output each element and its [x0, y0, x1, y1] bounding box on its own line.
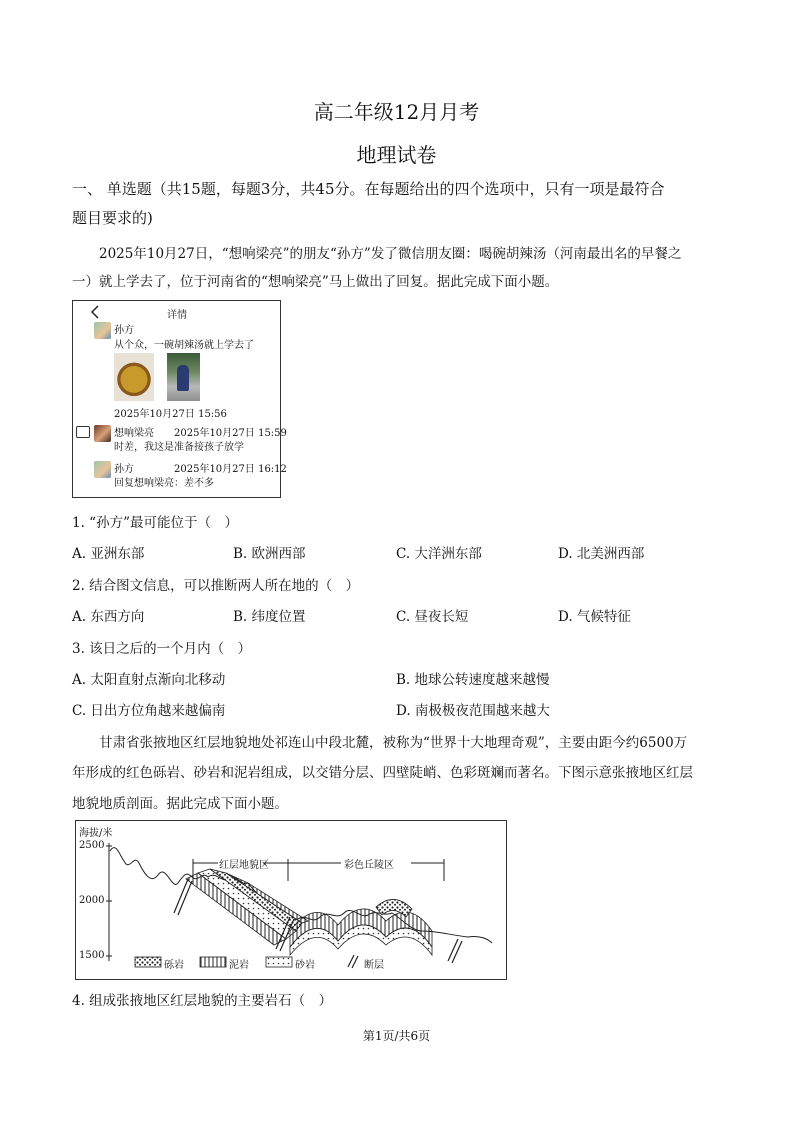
section-drawing [76, 821, 506, 979]
y-tick-1500: 1500 [79, 950, 105, 961]
comment2-name: 孙方 [114, 464, 134, 475]
passage2-line1: 甘肃省张掖地区红层地貌地处祁连山中段北麓，被称为“世界十大地理奇观”，主要由距今约6500万 [99, 735, 688, 751]
section-heading-line2: 题目要求的) [72, 209, 153, 227]
question-1: 1. “孙方”最可能位于（ ） [72, 515, 238, 531]
y-tick-2500: 2500 [79, 840, 105, 851]
avatar [94, 322, 111, 339]
soup-photo [114, 353, 154, 401]
comment2-text: 回复想响梁亮：差不多 [114, 478, 214, 489]
q3-option-b[interactable]: B. 地球公转速度越来越慢 [396, 672, 550, 688]
q1-option-a[interactable]: A. 亚洲东部 [72, 546, 145, 562]
legend-conglomerate: 砾岩 [164, 960, 184, 971]
student-figure [177, 365, 189, 391]
question-2: 2. 结合图文信息，可以推断两人所在地的（ ） [72, 578, 360, 594]
avatar [94, 461, 111, 478]
y-axis-label: 海拔/米 [79, 828, 113, 839]
geologic-section-figure [75, 820, 507, 980]
comment1-text: 时差，我这是准备接孩子放学 [114, 442, 244, 453]
comment2-time: 2025年10月27日 16:12 [174, 464, 287, 475]
section-heading-line1: 一、 单选题（共15题，每题3分，共45分。在每题给出的四个选项中，只有一项是最符合 [72, 180, 665, 198]
q3-option-d[interactable]: D. 南极极夜范围越来越大 [396, 703, 550, 719]
passage2-line2: 年形成的红色砾岩、砂岩和泥岩组成，以交错分层、四壁陡峭、色彩斑斓而著名。下图示意张掖地区红层 [72, 765, 693, 781]
region-label-colorful-hills: 彩色丘陵区 [344, 860, 394, 871]
q1-option-b[interactable]: B. 欧洲西部 [233, 546, 306, 562]
page-number: 第1页/共6页 [362, 1029, 431, 1043]
legend-sandstone: 砂岩 [295, 960, 315, 971]
q2-option-d[interactable]: D. 气候特征 [558, 609, 631, 625]
subject-title: 地理试卷 [356, 143, 437, 167]
question-4: 4. 组成张掖地区红层地貌的主要岩石（ ） [72, 993, 333, 1009]
region-label-red-layer: 红层地貌区 [219, 860, 269, 871]
q3-option-c[interactable]: C. 日出方位角越来越偏南 [72, 703, 226, 719]
legend-fault: 断层 [364, 960, 384, 971]
comment1-name: 想响梁亮 [114, 428, 154, 439]
q1-option-d[interactable]: D. 北美洲西部 [558, 546, 645, 562]
q1-option-c[interactable]: C. 大洋洲东部 [396, 546, 482, 562]
comment1-time: 2025年10月27日 15:59 [174, 428, 287, 439]
wechat-header: 详情 [167, 310, 187, 321]
wechat-moments-figure [72, 300, 287, 498]
y-tick-2000: 2000 [79, 895, 105, 906]
avatar [94, 425, 111, 442]
q2-option-b[interactable]: B. 纬度位置 [233, 609, 306, 625]
post-author: 孙方 [114, 325, 134, 336]
question-3: 3. 该日之后的一个月内（ ） [72, 641, 252, 657]
passage2-line3: 地貌地质剖面。据此完成下面小题。 [72, 796, 288, 812]
post-text: 从个众，一碗胡辣汤就上学去了 [114, 340, 254, 351]
q3-option-a[interactable]: A. 太阳直射点渐向北移动 [72, 672, 226, 688]
post-time: 2025年10月27日 15:56 [114, 409, 227, 420]
page-title: 高二年级12月月考 [313, 100, 480, 124]
chevron-left-icon [89, 305, 101, 319]
passage1-line1: 2025年10月27日，“想响梁亮”的朋友“孙方”发了微信朋友圈：喝碗胡辣汤（河南最出名的早餐之 [99, 246, 682, 262]
passage1-line2: 一）就上学去了，位于河南省的“想响梁亮”马上做出了回复。据此完成下面小题。 [72, 274, 559, 290]
legend-mudstone: 泥岩 [229, 960, 249, 971]
q2-option-c[interactable]: C. 昼夜长短 [396, 609, 469, 625]
comment-icon [76, 426, 90, 438]
q2-option-a[interactable]: A. 东西方向 [72, 609, 145, 625]
